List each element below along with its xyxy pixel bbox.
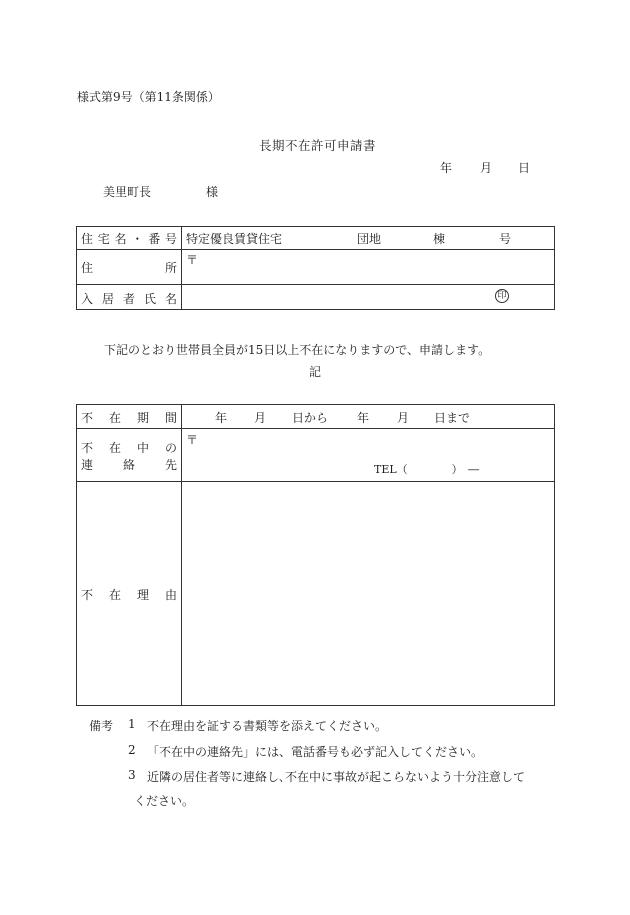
ki-heading: 記	[309, 365, 322, 379]
note-text: 「不在中の連絡先」には、電話番号も必ず記入してください。	[147, 745, 484, 759]
contact-label-line1: 不 在 中 の	[81, 441, 177, 455]
period-to-year: 年	[357, 411, 370, 425]
table-divider	[76, 249, 555, 250]
period-from-month: 月	[254, 411, 267, 425]
note-number: 2	[128, 743, 136, 757]
residence-name-value: 特定優良賃貸住宅	[186, 232, 283, 246]
note-number: 3	[128, 768, 136, 782]
danchi-label: 団地	[357, 232, 382, 246]
notes-heading: 備考	[89, 719, 114, 733]
period-to-month: 月	[397, 411, 410, 425]
date-day-label: 日	[518, 161, 531, 175]
note-number: 1	[128, 717, 136, 731]
form-number: 様式第9号（第11条関係）	[77, 90, 220, 104]
building-label: 棟	[433, 232, 446, 246]
table-divider	[181, 226, 182, 310]
room-number-label: 号	[499, 232, 512, 246]
absence-period-label: 不 在 期 間	[81, 411, 177, 425]
table-divider	[76, 284, 555, 285]
addressee: 美里町長	[103, 185, 152, 199]
table-divider	[76, 481, 555, 482]
date-year-label: 年	[440, 161, 453, 175]
seal-mark: 印	[495, 289, 509, 303]
contact-tel: TEL（ ） ―	[374, 463, 480, 476]
resident-name-label: 入 居 者 氏 名	[81, 292, 177, 306]
table-divider	[181, 404, 182, 706]
note-continuation: ください。	[134, 794, 195, 808]
address-postal-mark: 〒	[186, 253, 199, 267]
addressee-suffix: 様	[206, 185, 219, 199]
contact-label-line2: 連 絡 先	[81, 458, 177, 472]
table-divider	[76, 428, 555, 429]
document-title: 長期不在許可申請書	[259, 138, 377, 153]
address-label: 住 所	[81, 261, 177, 275]
application-statement: 下記のとおり世帯員全員が15日以上不在になりますので、申請します。	[104, 343, 491, 357]
period-from-day: 日から	[292, 411, 329, 425]
note-text: 近隣の居住者等に連絡し､不在中に事故が起こらないよう十分注意して	[147, 770, 526, 784]
period-to-day: 日まで	[434, 411, 471, 425]
residence-name-label: 住 宅 名 ・ 番 号	[81, 232, 177, 246]
date-month-label: 月	[480, 161, 493, 175]
absence-reason-label: 不 在 理 由	[81, 588, 177, 602]
period-from-year: 年	[215, 411, 228, 425]
note-text: 不在理由を証する書類等を添えてください。	[147, 719, 388, 733]
contact-postal-mark: 〒	[186, 433, 199, 447]
